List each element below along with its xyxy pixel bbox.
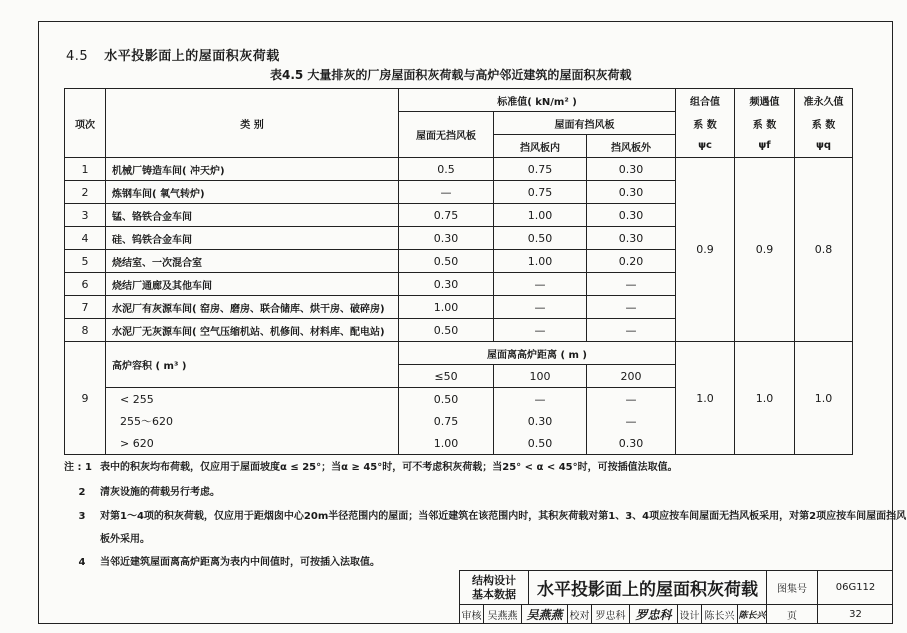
row-inside: 1.00: [494, 204, 587, 227]
volume-value: 1.00: [399, 432, 494, 455]
row9-category: 高炉容积 ( m³ ): [106, 342, 399, 388]
title-block: [459, 570, 892, 623]
row-no-wind: 0.75: [399, 204, 494, 227]
header-quasi: 准永久值: [795, 89, 853, 112]
note-4-text: 当邻近建筑屋面离高炉距离为表内中间值时，可按插入法取值。: [100, 557, 380, 568]
group1-quasi-coef: 0.8: [795, 158, 853, 342]
note-2: [64, 483, 220, 498]
header-freq: 频遇值: [735, 89, 795, 112]
row-no-wind: 1.00: [399, 296, 494, 319]
group2-quasi-coef: 1.0: [795, 342, 853, 455]
row-inside: —: [494, 273, 587, 296]
row-no-wind: —: [399, 181, 494, 204]
note-1-text: 表中的积灰均布荷载，仅应用于屋面坡度α ≤ 25°；当α ≥ 45°时，可不考虑积灰荷载；当25° < α < 45°时，可按插值法取值。: [100, 462, 678, 473]
atlas-label: 图集号: [777, 584, 807, 595]
note-1: [64, 458, 678, 473]
table-caption: 表4.5 大量排灰的厂房屋面积灰荷载与高炉邻近建筑的屋面积灰荷载: [270, 68, 632, 82]
row-no-wind: 0.30: [399, 273, 494, 296]
note-3-index: 3: [78, 511, 86, 522]
row-inside: 1.00: [494, 250, 587, 273]
row-category: 炼钢车间( 氧气转炉): [106, 181, 399, 204]
row-outside: 0.20: [587, 250, 676, 273]
row-no-wind: 0.50: [399, 319, 494, 342]
row-inside: 0.50: [494, 227, 587, 250]
row-number: 5: [65, 250, 106, 273]
header-psi-q: ψq: [795, 135, 853, 158]
row-category: 机械厂铸造车间( 冲天炉): [106, 158, 399, 181]
row-inside: 0.75: [494, 181, 587, 204]
row-no-wind: 0.5: [399, 158, 494, 181]
page-number: 32: [849, 609, 862, 620]
checker-signature: 罗忠科: [630, 605, 678, 624]
volume-label: < 255: [106, 388, 399, 411]
row-outside: —: [587, 296, 676, 319]
header-category: 类 别: [106, 89, 399, 158]
row-category: 锰、铬铁合金车间: [106, 204, 399, 227]
header-with-wind-panel: 屋面有挡风板: [494, 112, 676, 135]
header-outside-panel: 挡风板外: [587, 135, 676, 158]
distance-col: 200: [587, 365, 676, 388]
header-inside-panel: 挡风板内: [494, 135, 587, 158]
header-psi-f: ψf: [735, 135, 795, 158]
check-label: 校对: [568, 605, 592, 624]
volume-value: 0.50: [494, 432, 587, 455]
volume-label: 255～620: [106, 410, 399, 432]
row-outside: —: [587, 273, 676, 296]
header-combo: 组合值: [676, 89, 735, 112]
row-number: 4: [65, 227, 106, 250]
category-line-1: 结构设计: [472, 573, 516, 587]
volume-value: 0.30: [587, 432, 676, 455]
header-combo-coef: 系 数: [676, 112, 735, 135]
row-category: 烧结厂通廊及其他车间: [106, 273, 399, 296]
distance-col: 100: [494, 365, 587, 388]
row-number: 1: [65, 158, 106, 181]
row-category: 烧结室、一次混合室: [106, 250, 399, 273]
row9-distance-header: 屋面离高炉距离 ( m ): [399, 342, 676, 365]
note-3-text: 对第1～4项的积灰荷载，仅应用于距烟囱中心20m半径范围内的屋面；当邻近建筑在该范围内时，其积灰荷载对第1、3、4项应按车间屋面无挡风板采用，对第2项应按车间屋面挡风: [100, 511, 907, 522]
group1-freq-coef: 0.9: [735, 158, 795, 342]
atlas-number: 06G112: [835, 582, 876, 593]
row-number: 8: [65, 319, 106, 342]
volume-value: —: [587, 410, 676, 432]
note-4-index: 4: [78, 557, 86, 568]
header-psi-c: ψc: [676, 135, 735, 158]
header-quasi-coef: 系 数: [795, 112, 853, 135]
title-block-category: [460, 571, 528, 604]
page-label: 页: [787, 611, 797, 622]
checker-name: 罗忠科: [592, 605, 630, 624]
volume-label: > 620: [106, 432, 399, 455]
designer-name: 陈长兴: [702, 605, 738, 624]
row-number: 6: [65, 273, 106, 296]
volume-value: 0.30: [494, 410, 587, 432]
row-outside: —: [587, 319, 676, 342]
reviewer-name: 吴燕燕: [484, 605, 522, 624]
row9-number: 9: [65, 342, 106, 455]
review-label: 审核: [460, 605, 484, 624]
volume-value: 0.50: [399, 388, 494, 411]
row-number: 2: [65, 181, 106, 204]
note-2-text: 清灰设施的荷载另行考虑。: [100, 487, 220, 498]
group2-freq-coef: 1.0: [735, 342, 795, 455]
category-line-2: 基本数据: [472, 587, 516, 601]
group1-combo-coef: 0.9: [676, 158, 735, 342]
reviewer-signature: 吴燕燕: [522, 605, 568, 624]
volume-value: —: [587, 388, 676, 411]
row-category: 硅、钨铁合金车间: [106, 227, 399, 250]
section-title: [66, 45, 280, 64]
table-row: [65, 342, 853, 365]
volume-value: —: [494, 388, 587, 411]
drawing-title: 水平投影面上的屋面积灰荷载: [537, 580, 758, 600]
row-outside: 0.30: [587, 204, 676, 227]
row-category: 水泥厂有灰源车间( 窑房、磨房、联合储库、烘干房、破碎房): [106, 296, 399, 319]
row-number: 3: [65, 204, 106, 227]
row-category: 水泥厂无灰源车间( 空气压缩机站、机修间、材料库、配电站): [106, 319, 399, 342]
section-title-text: 水平投影面上的屋面积灰荷载: [104, 49, 280, 64]
header-no-wind-panel: 屋面无挡风板: [399, 112, 494, 158]
row-inside: —: [494, 296, 587, 319]
row-outside: 0.30: [587, 158, 676, 181]
note-4: [64, 553, 380, 568]
row-outside: 0.30: [587, 181, 676, 204]
note-2-index: 2: [78, 487, 86, 498]
note-3: [64, 507, 906, 522]
header-freq-coef: 系 数: [735, 112, 795, 135]
group2-combo-coef: 1.0: [676, 342, 735, 455]
note-3-continued: 板外采用。: [100, 534, 150, 545]
row-no-wind: 0.30: [399, 227, 494, 250]
design-label: 设计: [678, 605, 702, 624]
row-outside: 0.30: [587, 227, 676, 250]
note-prefix: 注 : 1: [64, 462, 92, 473]
distance-col: ≤50: [399, 365, 494, 388]
section-number: 4.5: [66, 49, 89, 64]
row-inside: —: [494, 319, 587, 342]
row-number: 7: [65, 296, 106, 319]
row-no-wind: 0.50: [399, 250, 494, 273]
header-standard-value: 标准值( kN/m² ): [399, 89, 676, 112]
table-row: [65, 158, 853, 181]
ash-load-table: [64, 88, 853, 455]
row-inside: 0.75: [494, 158, 587, 181]
header-item: 项次: [65, 89, 106, 158]
volume-value: 0.75: [399, 410, 494, 432]
designer-signature: 陈长兴: [738, 611, 766, 621]
